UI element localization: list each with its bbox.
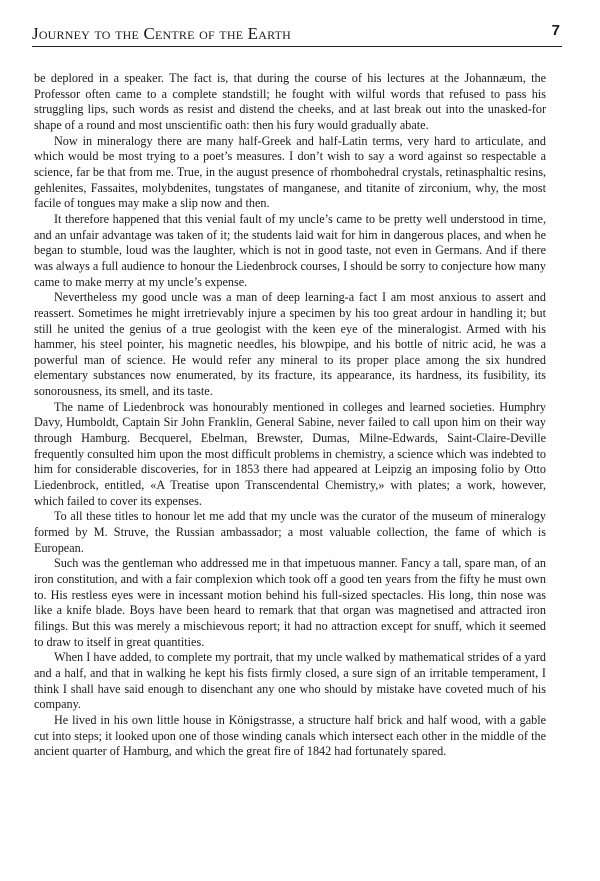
paragraph-mineralogy-terms: Now in mineralogy there are many half-Greek and half-Latin terms, very hard to articulate, and which would be most trying to a poet’s measures. I don’t wish to say a word against so respectable a science, far be that from me. True, in the august presence of rhombohedral crystals, retinasphaltic resins, gehlenites, Fassaites, molybdenites, tungstates of manganese, and titanite of zirconium, why, the most facile of tongues may make a slip now and then. — [34, 133, 546, 211]
paragraph-portrait: Such was the gentleman who addressed me in that impetuous manner. Fancy a tall, spare man, of an iron constitution, and with a fair complexion which took off a good ten years from the fifty he must own to. His restless eyes were in incessant motion behind his full-sized spectacles. His long, thin nose was like a knife blade. Boys have been heard to remark that that organ was magnetised and attracted iron filings. But this was merely a mischievous report; it had no attraction except for snuff, which it seemed to draw to itself in great quantities. — [34, 556, 546, 649]
running-header — [32, 20, 562, 47]
paragraph-name-honoured: The name of Liedenbrock was honourably mentioned in colleges and learned societies. Humphry Davy, Humboldt, Captain Sir John Franklin, General Sabine, never failed to call upon him on their way through Hamburg. Becquerel, Ebelman, Brewster, Dumas, Milne-Edwards, Saint-Claire-Deville frequently consulted him upon the most difficult problems in chemistry, a science which was indebted to him for considerable discoveries, for in 1853 there had appeared at Leipzig an imposing folio by Otto Liedenbrock, entitled, «A Treatise upon Transcendental Chemistry,» with plates; a work, however, which failed to cover its expenses. — [34, 399, 546, 508]
paragraph-strides: When I have added, to complete my portrait, that my uncle walked by mathematical strides of a yard and a half, and that in walking he kept his fists firmly closed, a sure sign of an irritable temperament, I think I shall have said enough to disenchant any one who should by mistake have coveted much of his company. — [34, 650, 546, 712]
page-number: 7 — [551, 22, 560, 39]
paragraph-deep-learning: Nevertheless my good uncle was a man of deep learning-a fact I am most anxious to assert and reassert. Sometimes he might irretrievably injure a specimen by his too great ardour in handling it; but still he united the genius of a true geologist with the keen eye of the mineralogist. Armed with his hammer, his steel pointer, his magnetic needles, his blowpipe, and his bottle of nitric acid, he was a powerful man of science. He would refer any mineral to its proper place among the six hundred elementary substances now enumerated, by its fracture, its appearance, its hardness, its fusibility, its sonorousness, its smell, and its taste. — [34, 290, 546, 399]
body-text — [34, 71, 546, 760]
paragraph-continued: be deplored in a speaker. The fact is, that during the course of his lectures at the Johannæum, the Professor often came to a complete standstill; he fought with wilful words that refused to pass his struggling lips, such words as resist and distend the cheeks, and at last break out into the unasked-for shape of a round and most unscientific oath: then his fury would gradually abate. — [34, 71, 546, 132]
paragraph-house: He lived in his own little house in Königstrasse, a structure half brick and half wood, with a gable cut into steps; it looked upon one of those winding canals which intersect each other in the middle of the ancient quarter of Hamburg, and which the great fire of 1842 had fortunately spared. — [34, 712, 546, 759]
paragraph-curator: To all these titles to honour let me add that my uncle was the curator of the museum of mineralogy formed by M. Struve, the Russian ambassador; a most valuable collection, the fame of which is European. — [34, 509, 546, 555]
paragraph-students-laughter: It therefore happened that this venial fault of my uncle’s came to be pretty well understood in time, and an unfair advantage was taken of it; the students laid wait for him in dangerous places, and when he began to stumble, loud was the laughter, which is not in good taste, not even in Germans. And if there was always a full audience to honour the Liedenbrock courses, I should be sorry to conjecture how many came to make merry at my uncle’s expense. — [34, 211, 546, 289]
running-title: Journey to the Centre of the Earth — [32, 24, 292, 43]
